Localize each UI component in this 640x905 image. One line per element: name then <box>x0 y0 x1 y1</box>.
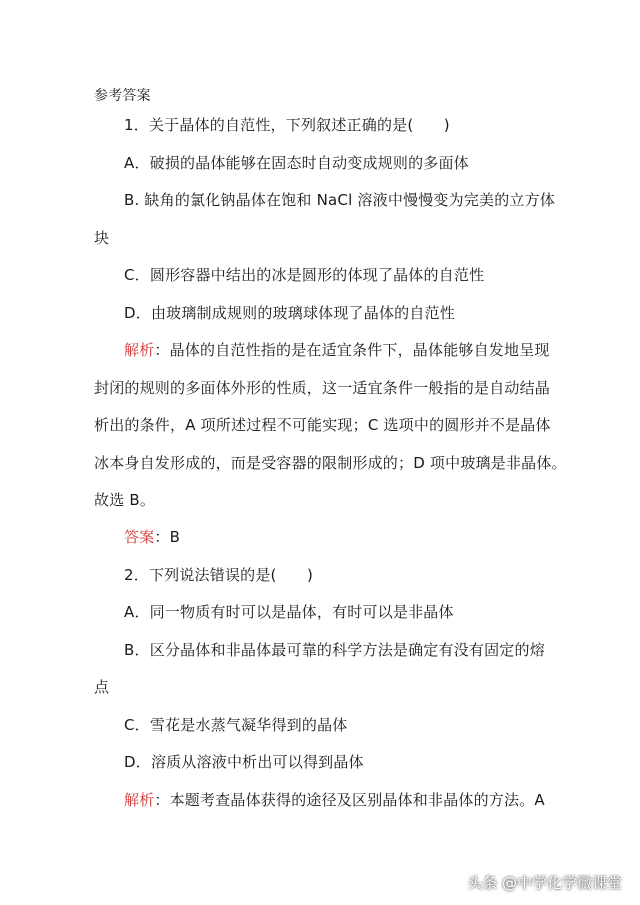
q2-option-c: C．雪花是水蒸气凝华得到的晶体 <box>124 716 348 734</box>
q1-analysis-line-3: 析出的条件，A 项所述过程不可能实现；C 选项中的圆形并不是晶体 <box>94 416 551 434</box>
analysis-label: 解析 <box>124 341 155 359</box>
q1-analysis-line-4: 冰本身自发形成的，而是受容器的限制形成的；D 项中玻璃是非晶体。 <box>94 454 567 472</box>
q2-stem: 2．下列说法错误的是( ) <box>124 566 314 584</box>
q1-option-a: A．破损的晶体能够在固态时自动变成规则的多面体 <box>124 154 469 172</box>
answer-label: 答案 <box>124 528 155 546</box>
q1-answer <box>124 527 180 547</box>
q2-option-b: B．区分晶体和非晶体最可靠的科学方法是确定有没有固定的熔 <box>124 641 545 659</box>
q1-analysis-line-5: 故选 B。 <box>94 491 156 509</box>
q1-analysis-line-1 <box>124 340 550 360</box>
analysis-label: 解析 <box>124 791 155 809</box>
q2-option-d: D．溶质从溶液中析出可以得到晶体 <box>124 753 364 771</box>
q1-option-b-cont: 块 <box>94 229 110 247</box>
section-header: 参考答案 <box>94 88 151 104</box>
q2-option-a: A．同一物质有时可以是晶体，有时可以是非晶体 <box>124 603 454 621</box>
watermark: 头条 @中学化学微课堂 <box>467 874 622 892</box>
analysis-text: ：晶体的自范性指的是在适宜条件下，晶体能够自发地呈现 <box>154 341 550 359</box>
q2-option-b-cont: 点 <box>94 678 110 696</box>
q1-option-c: C．圆形容器中结出的冰是圆形的体现了晶体的自范性 <box>124 266 485 284</box>
answer-value: ：B <box>154 528 181 546</box>
q1-option-d: D．由玻璃制成规则的玻璃球体现了晶体的自范性 <box>124 304 455 322</box>
q1-analysis-line-2: 封闭的规则的多面体外形的性质，这一适宜条件一般指的是自动结晶 <box>94 379 551 397</box>
analysis-text: ：本题考查晶体获得的途径及区别晶体和非晶体的方法。A <box>154 791 545 809</box>
q1-option-b: B. 缺角的氯化钠晶体在饱和 NaCl 溶液中慢慢变为完美的立方体 <box>124 191 556 209</box>
q1-stem: 1．关于晶体的自范性，下列叙述正确的是( ) <box>124 116 450 134</box>
q2-analysis-line-1 <box>124 790 545 810</box>
